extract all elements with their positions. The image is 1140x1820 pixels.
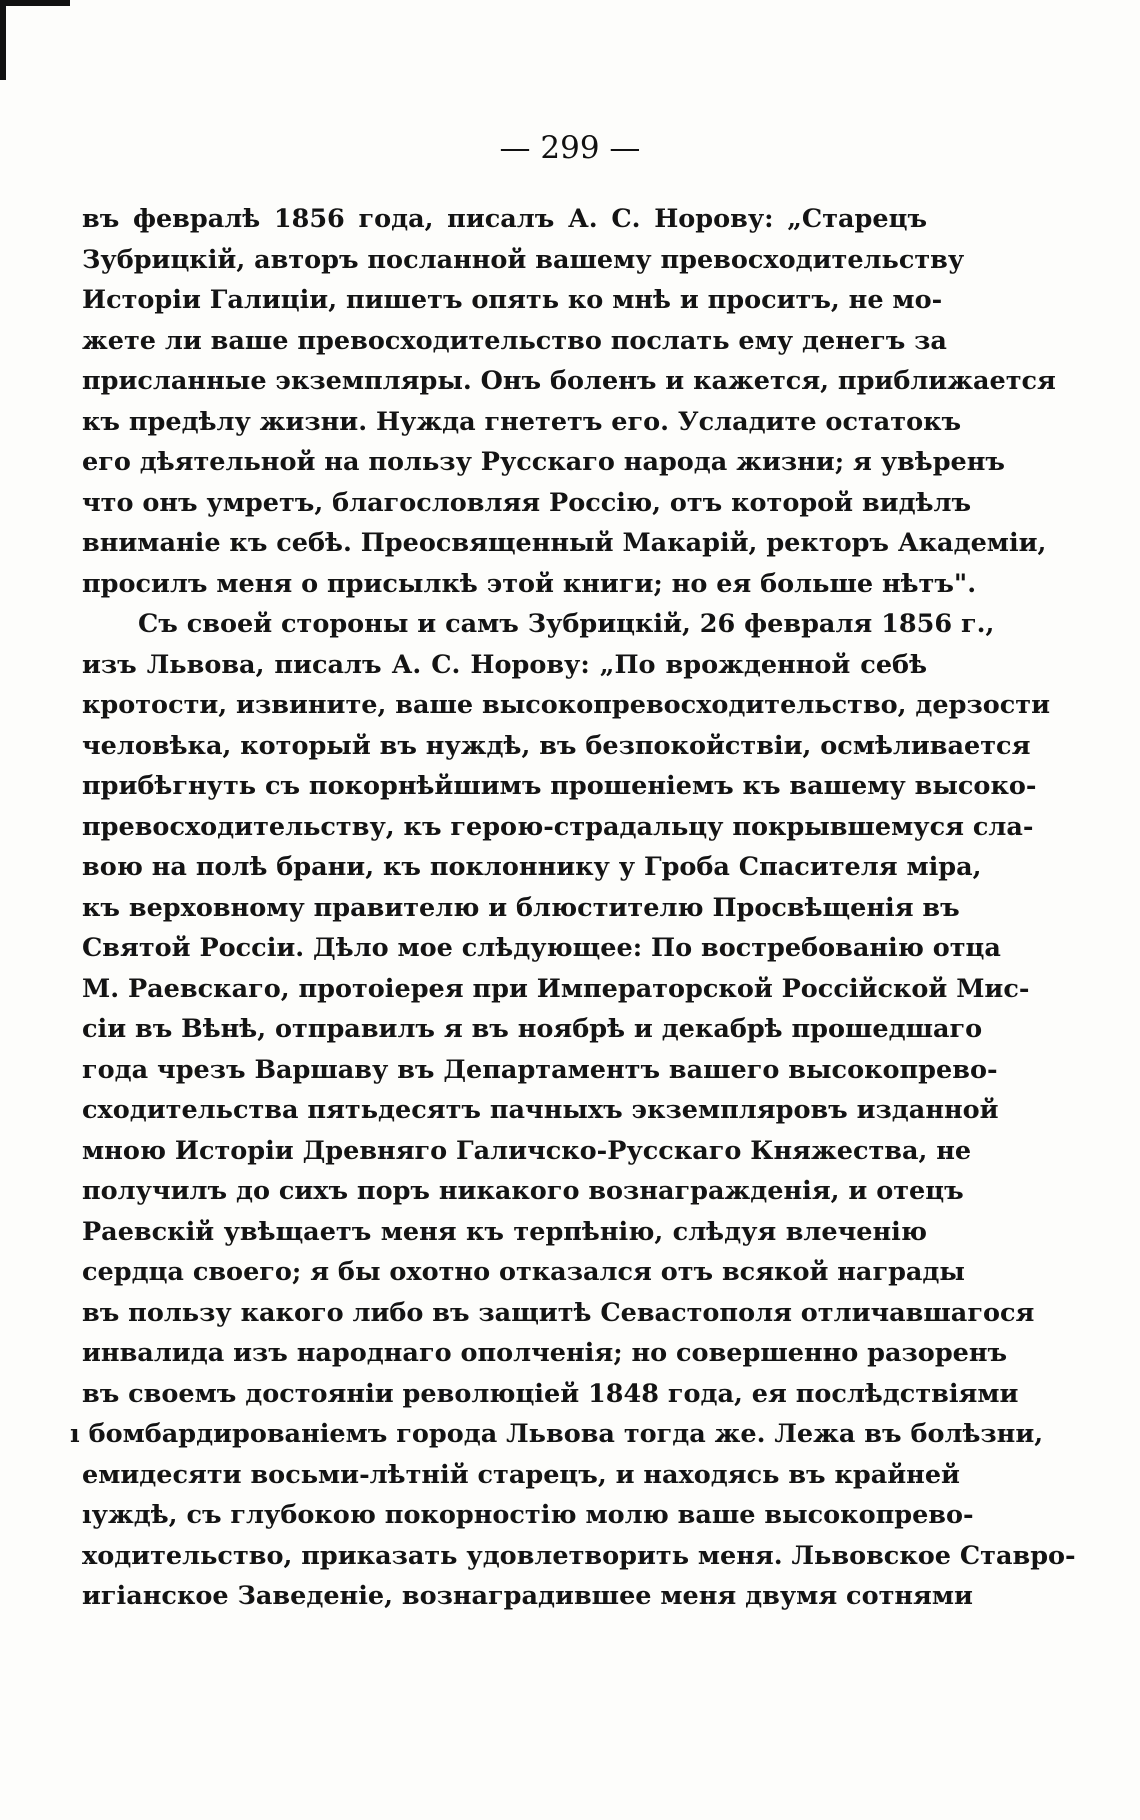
text-line: инвалида изъ народнаго ополченія; но совершенно разоренъ	[82, 1338, 1008, 1368]
text-line: жете ли ваше превосходительство послать ему денегъ за	[82, 325, 947, 356]
text-line: ходительство, приказать удовлетворить меня. Львовское Ставро-	[82, 1540, 1076, 1571]
text-line: къ верховному правителю и блюстителю Просвѣщенія въ	[82, 892, 960, 923]
text-line: человѣка, который въ нуждѣ, въ безпокойствіи, осмѣливается	[82, 730, 1031, 761]
text-line: сіи въ Вѣнѣ, отправилъ я въ ноябрѣ и декабрѣ прошедшаго	[82, 1014, 983, 1044]
scan-edge-mark-left	[0, 0, 6, 80]
text-line: присланные экземпляры. Онъ боленъ и кажется, приближается	[82, 366, 1056, 396]
body-text	[70, 199, 1076, 1617]
text-line: М. Раевскаго, протоіерея при Императорской Россійской Мис-	[82, 973, 1030, 1004]
text-line: его дѣятельной на пользу Русскаго народа жизни; я увѣренъ	[82, 447, 1005, 477]
text-line: сходительства пятьдесятъ пачныхъ экземпляровъ изданной	[82, 1095, 999, 1125]
text-line: прибѣгнуть съ покорнѣйшимъ прошеніемъ къ вашему высоко-	[82, 771, 1037, 801]
text-line: къ предѣлу жизни. Нужда гнететъ его. Усладите остатокъ	[82, 406, 962, 437]
text-line: просилъ меня о присылкѣ этой книги; но ея больше нѣтъ".	[82, 568, 977, 599]
text-line: въ своемъ достояніи революціей 1848 года, ея послѣдствіями	[82, 1378, 1019, 1409]
text-line: Зубрицкій, авторъ посланной вашему превосходительству	[82, 244, 965, 275]
scan-edge-mark	[0, 0, 70, 6]
text-line: Исторіи Галиціи, пишетъ опять ко мнѣ и проситъ, не мо-	[82, 285, 943, 315]
text-line: мною Исторіи Древняго Галичско-Русскаго Княжества, не	[82, 1135, 972, 1166]
text-line: игіанское Заведеніе, вознаградившее меня двумя сотнями	[82, 1581, 973, 1611]
text-line: Съ своей стороны и самъ Зубрицкій, 26 февраля 1856 г.,	[138, 609, 995, 639]
text-line: въ февралѣ 1856 года, писалъ А. С. Норову: „Старецъ	[82, 204, 927, 234]
text-line: вниманіе къ себѣ. Преосвященный Макарій, ректоръ Академіи,	[82, 528, 1047, 558]
text-line: кротости, извините, ваше высокопревосходительство, дерзости	[82, 690, 1051, 720]
text-line: изъ Львова, писалъ А. С. Норову: „По врожденной себѣ	[82, 649, 927, 680]
page-number: — 299 —	[499, 130, 641, 166]
text-line: Раевскій увѣщаетъ меня къ терпѣнію, слѣдуя влеченію	[82, 1216, 927, 1247]
text-line: ıуждѣ, съ глубокою покорностію молю ваше высокопрево-	[82, 1500, 974, 1530]
text-line: сердца своего; я бы охотно отказался отъ всякой награды	[82, 1257, 965, 1287]
text-line: превосходительству, къ герою-страдальцу покрывшемуся сла-	[82, 811, 1034, 842]
text-line: емидесяти восьми-лѣтній старецъ, и находясь въ крайней	[82, 1459, 960, 1490]
text-line: вою на полѣ брани, къ поклоннику у Гроба Спасителя міра,	[82, 852, 982, 882]
text-line: года чрезъ Варшаву въ Департаментъ вашего высокопрево-	[82, 1054, 998, 1085]
text-line: въ пользу какого либо въ защитѣ Севастополя отличавшагося	[82, 1297, 1035, 1328]
text-line: получилъ до сихъ поръ никакого вознагражденія, и отецъ	[82, 1176, 964, 1206]
text-line: ı бомбардированіемъ города Львова тогда же. Лежа въ болѣзни,	[70, 1419, 1044, 1449]
text-line: что онъ умретъ, благословляя Россію, отъ которой видѣлъ	[82, 487, 972, 518]
text-line: Святой Россіи. Дѣло мое слѣдующее: По востребованію отца	[82, 933, 1001, 963]
